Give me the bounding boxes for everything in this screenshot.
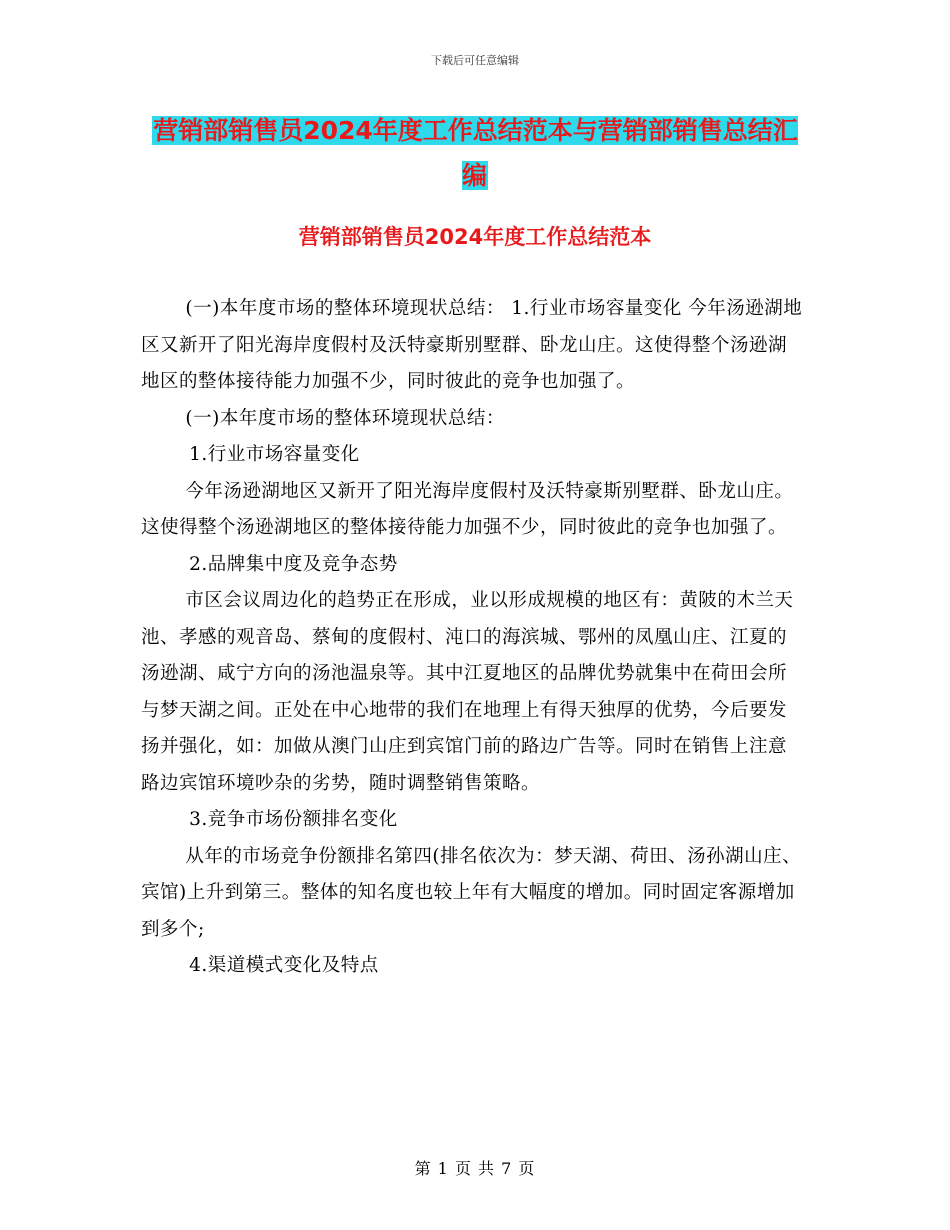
paragraph: 市区会议周边化的趋势正在形成，业以形成规模的地区有：黄陂的木兰天池、孝感的观音岛、蔡甸的度假村、沌口的海滨城、鄂州的凤凰山庄、江夏的汤逊湖、咸宁方向的汤池温泉等。其中江夏地区的品牌优势就集中在荷田会所与梦天湖之间。正处在中心地带的我们在地理上有得天独厚的优势，今后要发扬并强化，如：加做从澳门山庄到宾馆门前的路边广告等。同时在销售上注意路边宾馆环境吵杂的劣势，随时调整销售策略。	[141, 590, 794, 794]
document-subtitle: 营销部销售员2024年度工作总结范本	[298, 225, 652, 249]
paragraph: (一)本年度市场的整体环境现状总结： 1.行业市场容量变化 今年汤逊湖地区又新开了阳光海岸度假村及沃特豪斯别墅群、卧龙山庄。这使得整个汤逊湖地区的整体接待能力加强不少，同时彼此的竞争也加强了。	[141, 298, 803, 392]
document-body	[141, 291, 805, 985]
paragraph: 从年的市场竞争份额排名第四(排名依次为：梦天湖、荷田、汤孙湖山庄、宾馆)上升到第三。整体的知名度也较上年有大幅度的增加。同时固定客源增加到多个;	[141, 845, 802, 940]
page-header-note: 下载后可任意编辑	[431, 54, 519, 67]
paragraph: (一)本年度市场的整体环境现状总结：	[185, 407, 505, 429]
section-heading: 3.竞争市场份额排名变化	[189, 809, 398, 830]
section-heading: 1.行业市场容量变化	[189, 444, 360, 465]
section-heading: 2.品牌集中度及竞争态势	[189, 553, 398, 575]
paragraph: 今年汤逊湖地区又新开了阳光海岸度假村及沃特豪斯别墅群、卧龙山庄。这使得整个汤逊湖地区的整体接待能力加强不少，同时彼此的竞争也加强了。	[141, 480, 794, 538]
page-number: 第 1 页 共 7 页	[414, 1159, 536, 1178]
section-heading: 4.渠道模式变化及特点	[189, 955, 379, 976]
document-title	[140, 108, 810, 198]
document-title-text: 营销部销售员2024年度工作总结范本与营销部销售总结汇编	[153, 116, 798, 190]
